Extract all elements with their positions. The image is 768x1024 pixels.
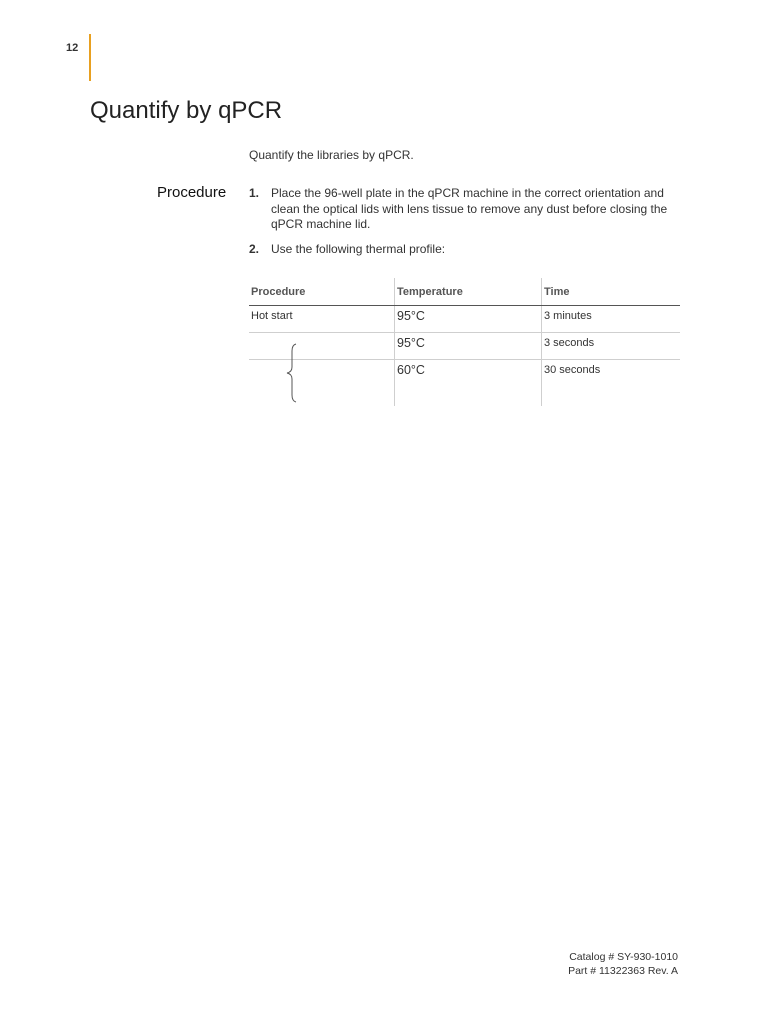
- table-cell-procedure: [249, 360, 395, 406]
- table-cell-temperature: 95°C: [395, 333, 542, 360]
- footer: [568, 950, 678, 978]
- step-number: 1.: [249, 186, 260, 200]
- table-cell-procedure: Hot start: [249, 306, 395, 333]
- table-cell-time: 3 seconds: [542, 333, 681, 360]
- table-cell-procedure: [249, 333, 395, 360]
- column-header-procedure: Procedure: [249, 278, 395, 306]
- page-title: Quantify by qPCR: [90, 97, 283, 124]
- step-text: Use the following thermal profile:: [271, 241, 446, 256]
- thermal-profile-table: [249, 278, 680, 406]
- table-header-row: [249, 278, 680, 306]
- intro-text: Quantify the libraries by qPCR.: [249, 148, 414, 162]
- cycle-brace-icon: [285, 343, 301, 403]
- table-row: [249, 333, 680, 360]
- procedure-steps: [249, 186, 689, 266]
- step-text: Place the 96-well plate in the qPCR machine in the correct orientation and clean the optical lids with lens tissue to remove any dust before closing the qPCR machine lid.: [271, 186, 668, 231]
- table-cell-time: 30 seconds: [542, 360, 681, 406]
- table-row: [249, 360, 680, 406]
- table-cell-temperature: 60°C: [395, 360, 542, 406]
- column-header-time: Time: [542, 278, 681, 306]
- column-header-temperature: Temperature: [395, 278, 542, 306]
- step-2: [249, 242, 689, 258]
- table-cell-temperature: 95°C: [395, 306, 542, 333]
- page-number: 12: [66, 42, 79, 54]
- part-number: Part # 11322363 Rev. A: [568, 965, 678, 977]
- table-row: [249, 306, 680, 333]
- table-cell-time: 3 minutes: [542, 306, 681, 333]
- step-number: 2.: [249, 241, 260, 256]
- catalog-number: Catalog # SY-930-1010: [569, 951, 678, 963]
- step-1: [249, 186, 689, 233]
- section-heading-procedure: Procedure: [157, 184, 227, 201]
- page-accent-bar: [89, 34, 91, 81]
